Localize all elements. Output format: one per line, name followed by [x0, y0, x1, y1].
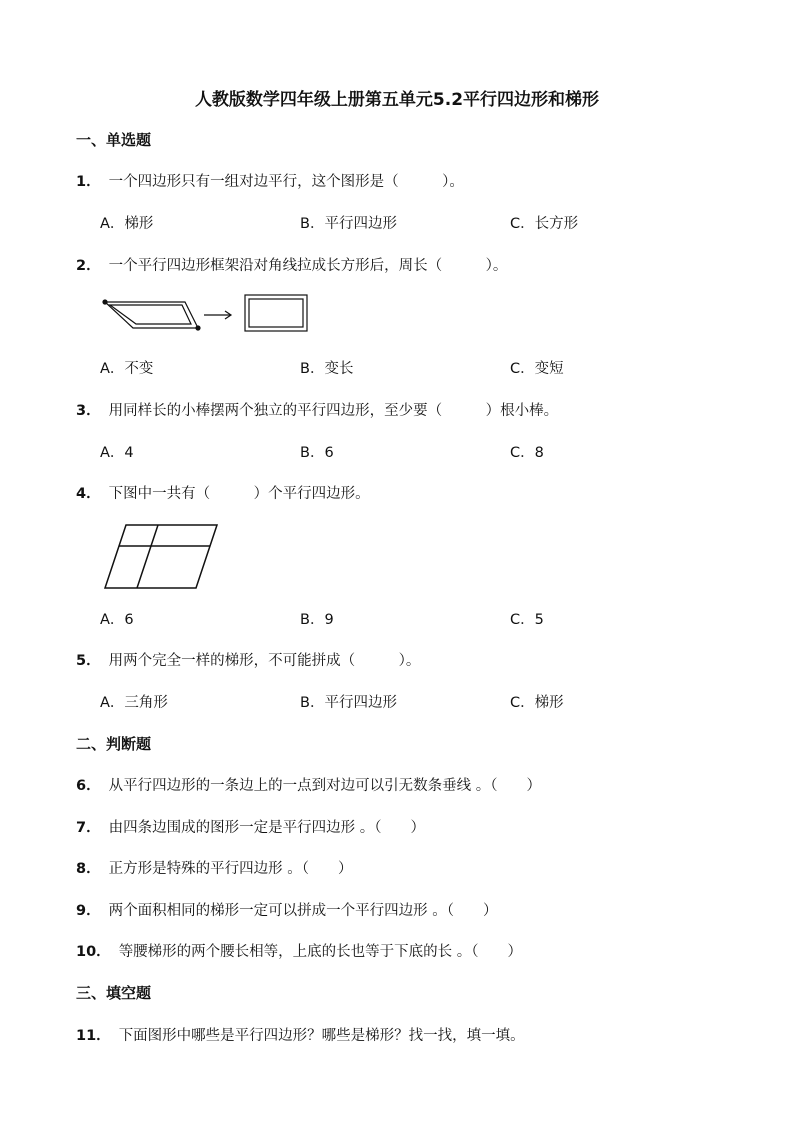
- question-text: 正方形是特殊的平行四边形 。（ ）: [108, 861, 353, 877]
- question-text: 一个平行四边形框架沿对角线拉成长方形后，周长（ ）。: [108, 258, 508, 274]
- q4-option-a[interactable]: A．6: [100, 612, 134, 628]
- question-number: 11．: [76, 1028, 111, 1044]
- q4-option-c[interactable]: C．5: [510, 612, 544, 628]
- question-text: 从平行四边形的一条边上的一点到对边可以引无数条垂线 。（ ）: [108, 778, 541, 794]
- parallelogram-frame: [103, 300, 200, 330]
- q5-option-b[interactable]: B．平行四边形: [300, 695, 397, 711]
- frame-stretch-figure: [100, 292, 315, 337]
- question-8: [76, 857, 352, 878]
- section-heading-fill-blank: 三、填空题: [76, 984, 152, 1002]
- question-2: [76, 254, 507, 275]
- question-11: [76, 1024, 525, 1045]
- question-text: 用两个完全一样的梯形，不可能拼成（ ）。: [108, 653, 421, 669]
- q3-option-b[interactable]: B．6: [300, 445, 334, 461]
- question-9: [76, 899, 497, 920]
- question-10: [76, 940, 522, 961]
- q1-option-c[interactable]: C．长方形: [510, 216, 579, 232]
- q4-option-b[interactable]: B．9: [300, 612, 334, 628]
- question-number: 1．: [76, 174, 101, 190]
- question-number: 9．: [76, 903, 101, 919]
- rectangle-frame: [245, 295, 307, 331]
- q3-option-a[interactable]: A．4: [100, 445, 134, 461]
- q2-option-c[interactable]: C．变短: [510, 361, 564, 377]
- question-number: 8．: [76, 861, 101, 877]
- question-text: 两个面积相同的梯形一定可以拼成一个平行四边形 。（ ）: [108, 903, 498, 919]
- question-text: 用同样长的小棒摆两个独立的平行四边形，至少要（ ）根小棒。: [108, 403, 559, 419]
- question-text: 下面图形中哪些是平行四边形？哪些是梯形？找一找，填一填。: [118, 1028, 525, 1044]
- question-number: 4．: [76, 486, 101, 502]
- question-number: 10．: [76, 944, 111, 960]
- q5-option-c[interactable]: C．梯形: [510, 695, 564, 711]
- question-number: 2．: [76, 258, 101, 274]
- question-text: 一个四边形只有一组对边平行，这个图形是（ ）。: [108, 174, 464, 190]
- question-number: 3．: [76, 403, 101, 419]
- arrow-right-icon: [204, 311, 231, 319]
- section-heading-true-false: 二、判断题: [76, 735, 152, 753]
- question-number: 7．: [76, 820, 101, 836]
- question-5: [76, 649, 420, 670]
- question-7: [76, 816, 425, 837]
- divided-parallelogram-figure: [100, 522, 222, 592]
- q5-option-a[interactable]: A．三角形: [100, 695, 168, 711]
- question-text: 由四条边围成的图形一定是平行四边形 。（ ）: [108, 820, 425, 836]
- question-4: [76, 482, 370, 503]
- q1-option-a[interactable]: A．梯形: [100, 216, 154, 232]
- q1-option-b[interactable]: B．平行四边形: [300, 216, 397, 232]
- section-heading-single-choice: 一、单选题: [76, 131, 152, 149]
- question-3: [76, 399, 558, 420]
- question-number: 6．: [76, 778, 101, 794]
- page-title: 人教版数学四年级上册第五单元5.2平行四边形和梯形: [194, 90, 600, 110]
- q2-option-a[interactable]: A．不变: [100, 361, 154, 377]
- question-number: 5．: [76, 653, 101, 669]
- question-6: [76, 774, 541, 795]
- question-1: [76, 170, 464, 191]
- q3-option-c[interactable]: C．8: [510, 445, 544, 461]
- q2-option-b[interactable]: B．变长: [300, 361, 354, 377]
- question-text: 等腰梯形的两个腰长相等，上底的长也等于下底的长 。（ ）: [118, 944, 523, 960]
- question-text: 下图中一共有（ ）个平行四边形。: [108, 486, 370, 502]
